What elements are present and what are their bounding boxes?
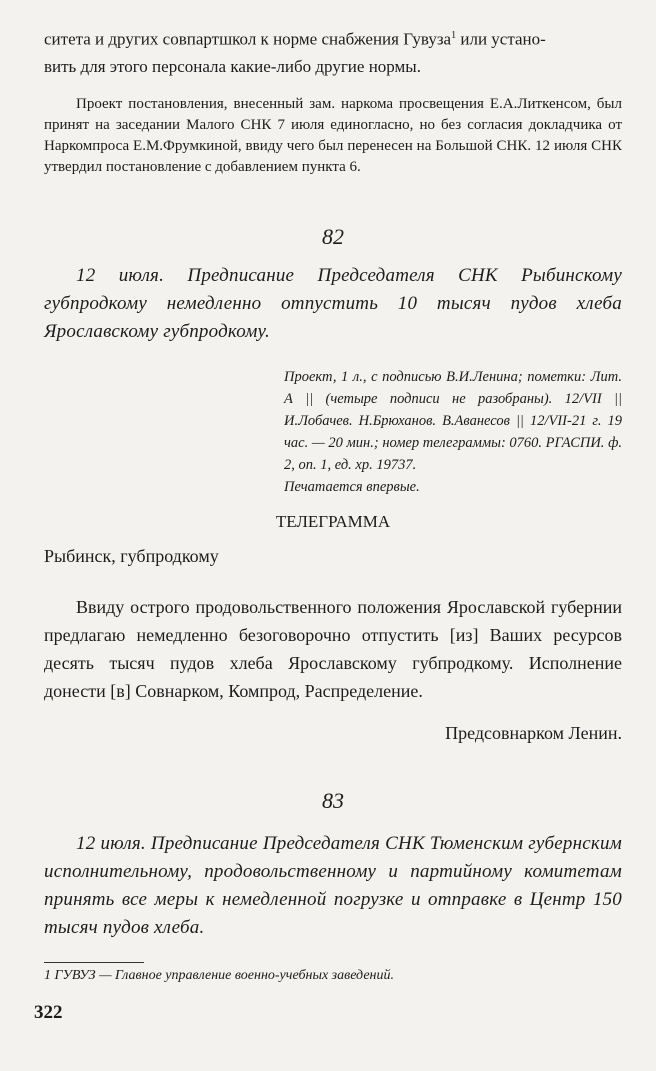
archival-note-82: Проект, 1 л., с подписью В.И.Ленина; пометки: Лит. А || (четыре подписи не разобраны). 12/VII || И.Лобачев. Н.Брюханов. В.Аванесов || 12/VII-21 г. 19 час. — 20 мин.; номер телеграммы: 0760. РГАСПИ. ф. 2, оп. 1, ед. хр. 19737. Печатается впервые.: [284, 366, 622, 498]
footnote: 1 ГУВУЗ — Главное управление военно-учебных заведений.: [44, 968, 394, 983]
document-type-label: ТЕЛЕГРАММА: [275, 512, 391, 531]
continuation-line2: вить для этого персонала какие-либо другие нормы.: [44, 56, 421, 76]
footnote-rule: [44, 962, 144, 963]
telegram-body: Ввиду острого продовольственного положения Ярославской губернии предлагаю немедленно безоговорочно отпустить [из] Ваших ресурсов десять тысяч пудов хлеба Ярославскому губпродкому. Исполнение донести [в] Совнарком, Компрод, Распределение.: [44, 597, 622, 701]
continuation-line1: ситета и других совпартшкол к норме снабжения Гувуза: [44, 29, 452, 49]
continuation-text: [44, 22, 622, 80]
document-heading-82: 12 июля. Предписание Председателя СНК Рыбинскому губпродкому немедленно отпустить 10 тысяч пудов хлеба Ярославскому губпродкому.: [44, 265, 622, 342]
telegram-signature: Предсовнарком Ленин.: [445, 723, 622, 743]
document-number-83: 83: [322, 788, 344, 813]
continuation-line1-tail: или устано-: [456, 29, 546, 49]
document-heading-83: 12 июля. Предписание Председателя СНК Тюменским губернским исполнительному, продовольственному и партийному комитетам принять все меры к немедленной погрузке и отправке в Центр 150 тысяч пудов хлеба.: [44, 833, 622, 938]
page-number: 322: [34, 1002, 63, 1023]
document-number-82: 82: [322, 224, 344, 249]
published-note-82: Печатается впервые.: [284, 479, 420, 495]
editorial-note: Проект постановления, внесенный зам. наркома просвещения Е.А.Литкенсом, был принят на заседании Малого СНК 7 июля единогласно, но без согласия докладчика от Наркомпроса Е.М.Фрумкиной, ввиду чего был перенесен на Большой СНК. 12 июля СНК утвердил постановление с добавлением пункта 6.: [44, 96, 622, 175]
telegram-address: Рыбинск, губпродкому: [44, 546, 219, 566]
footnote-marker: 1: [451, 30, 457, 41]
